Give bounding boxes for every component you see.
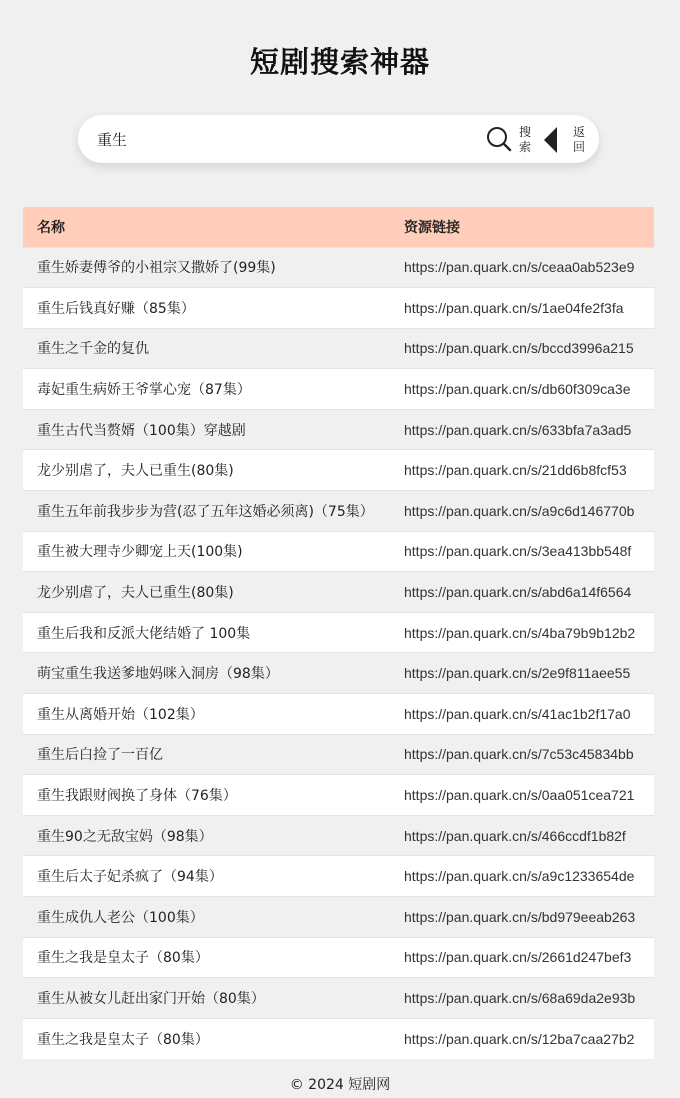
row-link-cell [390, 815, 654, 856]
resource-link[interactable]: https://pan.quark.cn/s/db60f309ca3e [404, 381, 631, 398]
row-link-cell [390, 409, 654, 450]
table-row [23, 653, 654, 694]
row-name: 重生后我和反派大佬结婚了 100集 [37, 625, 251, 642]
row-link-cell [390, 856, 654, 897]
table-row [23, 288, 654, 329]
table-row [23, 734, 654, 775]
search-input[interactable] [78, 115, 478, 163]
table-header-row [23, 207, 654, 247]
resource-link[interactable]: https://pan.quark.cn/s/abd6a14f6564 [404, 584, 632, 601]
table-row [23, 694, 654, 735]
resource-link[interactable]: https://pan.quark.cn/s/2e9f811aee55 [404, 665, 631, 682]
row-name: 重生后太子妃杀疯了（94集） [37, 869, 223, 886]
row-link-cell [390, 288, 654, 329]
row-name: 重生之千金的复仇 [37, 341, 149, 358]
table-row [23, 247, 654, 288]
row-link-cell [390, 775, 654, 816]
footer: © 2024 短剧网 [289, 1077, 391, 1093]
table-row [23, 531, 654, 572]
row-link-cell [390, 531, 654, 572]
row-name: 重生之我是皇太子（80集） [37, 1031, 209, 1048]
row-name: 重生成仇人老公（100集） [37, 909, 204, 926]
table-row [23, 369, 654, 410]
search-button[interactable] [486, 123, 534, 155]
table-row [23, 450, 654, 491]
column-header-link: 资源链接 [404, 219, 460, 236]
row-link-cell [390, 937, 654, 978]
row-name: 重生后钱真好赚（85集） [37, 300, 195, 317]
table-row [23, 612, 654, 653]
resource-link[interactable]: https://pan.quark.cn/s/466ccdf1b82f [404, 827, 626, 844]
table-row [23, 815, 654, 856]
table-body [23, 247, 654, 1059]
table-row [23, 409, 654, 450]
row-name: 萌宝重生我送爹地妈咪入洞房（98集） [37, 666, 279, 683]
results-table-container [23, 207, 654, 1059]
page-title: 短剧搜索神器 [249, 45, 430, 79]
search-bar [78, 115, 599, 163]
row-link-cell [390, 978, 654, 1019]
search-button-label: 搜索 [518, 125, 531, 154]
table-row [23, 491, 654, 532]
row-link-cell [390, 247, 654, 288]
row-link-cell [390, 897, 654, 938]
table-row [23, 897, 654, 938]
row-link-cell [390, 369, 654, 410]
row-name: 重生后白捡了一百亿 [37, 747, 163, 764]
resource-link[interactable]: https://pan.quark.cn/s/bccd3996a215 [404, 340, 634, 357]
resource-link[interactable]: https://pan.quark.cn/s/a9c6d146770b [404, 502, 635, 519]
results-table [23, 207, 654, 1059]
row-link-cell [390, 328, 654, 369]
row-link-cell [390, 450, 654, 491]
resource-link[interactable]: https://pan.quark.cn/s/41ac1b2f17a0 [404, 705, 631, 722]
row-name: 龙少别虐了，夫人已重生(80集) [37, 585, 234, 602]
table-row [23, 328, 654, 369]
row-name: 重生被大理寺少卿宠上天(100集) [37, 544, 243, 561]
row-link-cell [390, 653, 654, 694]
row-name: 重生五年前我步步为营(忍了五年这婚必须离)（75集） [37, 503, 374, 520]
resource-link[interactable]: https://pan.quark.cn/s/ceaa0ab523e9 [404, 259, 635, 276]
resource-link[interactable]: https://pan.quark.cn/s/21dd6b8fcf53 [404, 462, 627, 479]
row-name: 重生从被女儿赶出家门开始（80集） [37, 990, 265, 1007]
table-row [23, 937, 654, 978]
resource-link[interactable]: https://pan.quark.cn/s/68a69da2e93b [404, 989, 636, 1006]
row-name: 重生娇妻傅爷的小祖宗又撒娇了(99集) [37, 260, 276, 277]
row-name: 重生90之无敌宝妈（98集） [37, 828, 213, 845]
resource-link[interactable]: https://pan.quark.cn/s/3ea413bb548f [404, 543, 632, 560]
row-link-cell [390, 734, 654, 775]
row-name: 龙少别虐了，夫人已重生(80集) [37, 463, 234, 480]
row-link-cell [390, 491, 654, 532]
resource-link[interactable]: https://pan.quark.cn/s/1ae04fe2f3fa [404, 299, 624, 316]
row-link-cell [390, 694, 654, 735]
resource-link[interactable]: https://pan.quark.cn/s/0aa051cea721 [404, 787, 635, 804]
resource-link[interactable]: https://pan.quark.cn/s/bd979eeab263 [404, 908, 636, 925]
row-name: 重生之我是皇太子（80集） [37, 950, 209, 967]
resource-link[interactable]: https://pan.quark.cn/s/7c53c45834bb [404, 746, 634, 763]
resource-link[interactable]: https://pan.quark.cn/s/4ba79b9b12b2 [404, 624, 636, 641]
row-name: 重生我跟财阀换了身体（76集） [37, 788, 237, 805]
resource-link[interactable]: https://pan.quark.cn/s/2661d247bef3 [404, 949, 632, 966]
search-icon [486, 126, 512, 152]
back-arrow-icon [543, 126, 559, 154]
back-button[interactable] [543, 123, 591, 155]
row-name: 毒妃重生病娇王爷掌心宠（87集） [37, 382, 251, 399]
resource-link[interactable]: https://pan.quark.cn/s/a9c1233654de [404, 868, 635, 885]
table-row [23, 775, 654, 816]
column-header-name: 名称 [37, 219, 65, 236]
resource-link[interactable]: https://pan.quark.cn/s/12ba7caa27b2 [404, 1030, 635, 1047]
back-button-label: 返回 [572, 125, 585, 154]
table-row [23, 978, 654, 1019]
table-row [23, 1018, 654, 1059]
table-row [23, 856, 654, 897]
row-name: 重生从离婚开始（102集） [37, 706, 204, 723]
row-link-cell [390, 612, 654, 653]
row-link-cell [390, 572, 654, 613]
row-link-cell [390, 1018, 654, 1059]
row-name: 重生古代当赘婿（100集）穿越剧 [37, 422, 246, 439]
table-row [23, 572, 654, 613]
resource-link[interactable]: https://pan.quark.cn/s/633bfa7a3ad5 [404, 421, 632, 438]
